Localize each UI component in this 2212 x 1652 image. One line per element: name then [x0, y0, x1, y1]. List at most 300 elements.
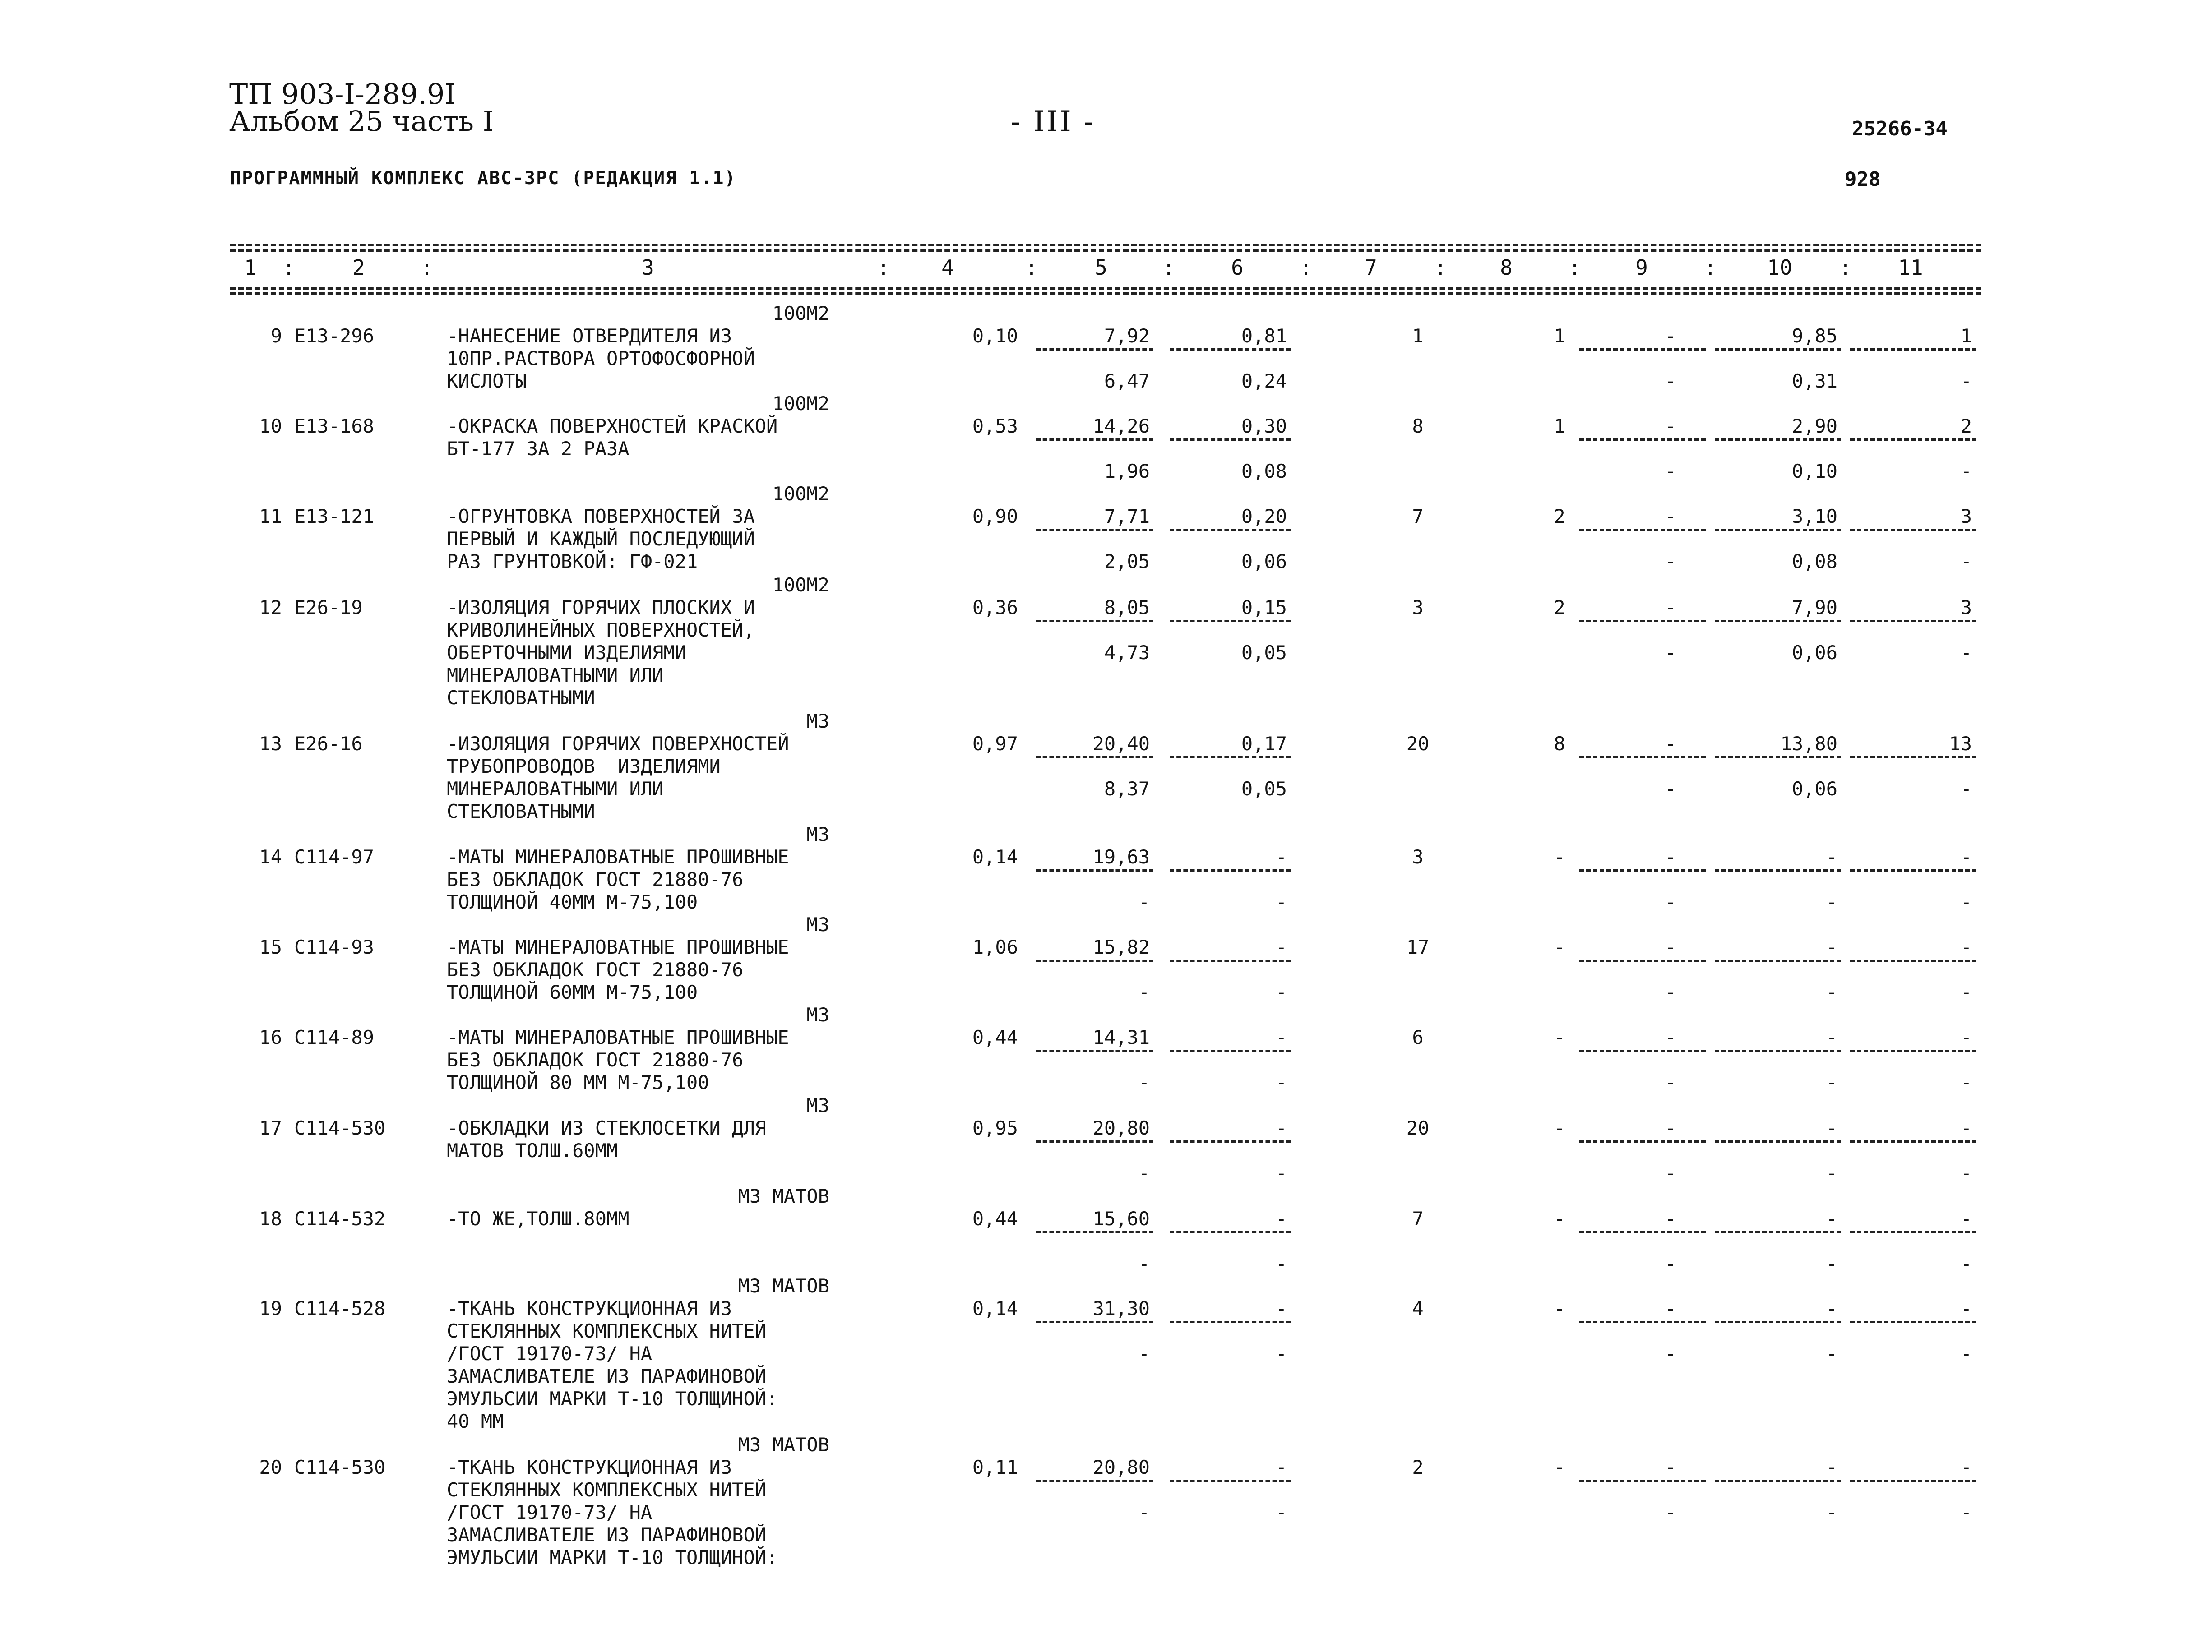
column-10-subvalue: - [1826, 981, 1837, 1003]
unit-of-measure: 100М2 [772, 302, 829, 324]
column-10-subvalue: 0,31 [1791, 370, 1837, 392]
wage-subvalue: - [1275, 1253, 1287, 1275]
item-code: С114-97 [294, 846, 375, 868]
column-11-value: - [1960, 1456, 1972, 1478]
unit-of-measure: 100М2 [772, 483, 829, 505]
quantity-value: 0,14 [972, 1297, 1018, 1320]
column-9-value: - [1665, 936, 1676, 958]
wage-value: - [1275, 1117, 1287, 1139]
column-number: 9 [1635, 255, 1648, 280]
item-description: /ГОСТ 19170-73/ НА [447, 1501, 652, 1523]
divider-dashes [1170, 1231, 1291, 1233]
item-description: РАЗ ГРУНТОВКОЙ: ГФ-021 [447, 550, 698, 572]
unit-of-measure: М3 [806, 1094, 829, 1117]
divider-dashes [1715, 960, 1841, 962]
column-8-value: 1 [1554, 325, 1565, 347]
column-10-subvalue: - [1826, 1253, 1837, 1275]
divider-dashes [1170, 438, 1291, 441]
unit-cost-subvalue: - [1138, 1071, 1150, 1094]
divider-dashes [1850, 1050, 1976, 1052]
divider-dashes [1170, 620, 1291, 622]
unit-of-measure: М3 [806, 914, 829, 936]
item-description: МИНЕРАЛОВАТНЫМИ ИЛИ [447, 664, 664, 686]
divider-dashes [1036, 869, 1153, 872]
column-7-value: 2 [1412, 1456, 1424, 1478]
divider-dashes [1579, 1321, 1706, 1323]
unit-cost-value: 7,92 [1104, 325, 1150, 347]
row-number: 12 [259, 596, 282, 618]
column-11-value: - [1960, 1297, 1972, 1320]
column-8-value: 8 [1554, 733, 1565, 755]
column-9-subvalue: - [1665, 370, 1676, 392]
column-8-value: - [1554, 1456, 1565, 1478]
column-11-subvalue: - [1960, 1501, 1972, 1523]
row-number: 20 [259, 1456, 282, 1478]
divider-dashes [1850, 348, 1976, 351]
unit-of-measure: М3 [806, 710, 829, 732]
item-description: ТРУБОПРОВОДОВ ИЗДЕЛИЯМИ [447, 755, 721, 777]
item-description: МАТОВ ТОЛШ.60ММ [447, 1140, 618, 1162]
column-separator: : [1162, 255, 1175, 280]
wage-value: - [1275, 936, 1287, 958]
unit-of-measure: М3 [806, 1004, 829, 1026]
column-7-value: 4 [1412, 1297, 1424, 1320]
column-11-subvalue: - [1960, 778, 1972, 800]
divider-dashes [1170, 869, 1291, 872]
row-number: 16 [259, 1026, 282, 1048]
column-11-value: 13 [1949, 733, 1972, 755]
wage-value: 0,20 [1241, 505, 1287, 527]
unit-of-measure: М3 [806, 823, 829, 845]
divider-dashes [1715, 1480, 1841, 1482]
divider-dashes [1850, 756, 1976, 758]
wage-value: 0,30 [1241, 415, 1287, 437]
column-11-subvalue: - [1960, 1343, 1972, 1365]
wage-subvalue: 0,08 [1241, 460, 1287, 482]
item-description: -НАНЕСЕНИЕ ОТВЕРДИТЕЛЯ ИЗ [447, 325, 732, 347]
column-10-value: 2,90 [1791, 415, 1837, 437]
divider-dashes [1036, 529, 1153, 531]
unit-cost-value: 8,05 [1104, 596, 1150, 618]
unit-of-measure: М3 МАТОВ [738, 1434, 829, 1456]
divider-dashes [1579, 960, 1706, 962]
unit-cost-value: 7,71 [1104, 505, 1150, 527]
item-description: МИНЕРАЛОВАТНЫМИ ИЛИ [447, 778, 664, 800]
unit-cost-subvalue: - [1138, 1343, 1150, 1365]
wage-value: 0,15 [1241, 596, 1287, 618]
column-8-value: 2 [1554, 505, 1565, 527]
item-description: -ОГРУНТОВКА ПОВЕРХНОСТЕЙ ЗА [447, 505, 755, 527]
divider-dashes [1850, 1140, 1976, 1143]
column-7-value: 3 [1412, 596, 1424, 618]
column-11-subvalue: - [1960, 370, 1972, 392]
item-code: Е26-19 [294, 596, 363, 618]
wage-value: - [1275, 1456, 1287, 1478]
column-separator: : [1704, 255, 1717, 280]
column-10-subvalue: - [1826, 891, 1837, 913]
item-code: С114-89 [294, 1026, 375, 1048]
column-7-value: 6 [1412, 1026, 1424, 1048]
unit-cost-value: 20,80 [1092, 1456, 1150, 1478]
column-7-value: 3 [1412, 846, 1424, 868]
unit-of-measure: 100М2 [772, 574, 829, 596]
quantity-value: 0,53 [972, 415, 1018, 437]
divider-dashes [1715, 1050, 1841, 1052]
column-9-subvalue: - [1665, 778, 1676, 800]
item-code: С114-93 [294, 936, 375, 958]
divider-dashes [1036, 756, 1153, 758]
column-9-value: - [1665, 1026, 1676, 1048]
unit-cost-subvalue: - [1138, 981, 1150, 1003]
column-8-value: - [1554, 1297, 1565, 1320]
item-description: ЭМУЛЬСИИ МАРКИ Т-10 ТОЛЩИНОЙ: [447, 1388, 778, 1410]
column-separator: : [282, 255, 295, 280]
column-10-subvalue: 0,10 [1791, 460, 1837, 482]
divider-dashes [1036, 960, 1153, 962]
unit-cost-subvalue: - [1138, 1162, 1150, 1184]
column-11-value: 3 [1960, 596, 1972, 618]
divider-dashes [1850, 1231, 1976, 1233]
item-description: ЗАМАСЛИВАТЕЛЕ ИЗ ПАРАФИНОВОЙ [447, 1524, 767, 1546]
wage-subvalue: - [1275, 981, 1287, 1003]
item-description: -ТКАНЬ КОНСТРУКЦИОННАЯ ИЗ [447, 1456, 732, 1478]
item-description: ОБЕРТОЧНЫМИ ИЗДЕЛИЯМИ [447, 641, 687, 664]
column-8-value: - [1554, 936, 1565, 958]
column-separator: : [421, 255, 433, 280]
quantity-value: 0,44 [972, 1208, 1018, 1230]
unit-cost-value: 15,60 [1092, 1208, 1150, 1230]
column-10-value: - [1826, 936, 1837, 958]
divider-dashes [1850, 620, 1976, 622]
divider-dashes [1036, 1140, 1153, 1143]
divider-dashes [1170, 960, 1291, 962]
column-9-subvalue: - [1665, 981, 1676, 1003]
column-10-value: 13,80 [1780, 733, 1837, 755]
wage-subvalue: 0,05 [1241, 641, 1287, 664]
unit-cost-value: 31,30 [1092, 1297, 1150, 1320]
divider-dashes [1715, 348, 1841, 351]
row-number: 18 [259, 1208, 282, 1230]
item-description: КИСЛОТЫ [447, 370, 527, 392]
column-separator: : [877, 255, 890, 280]
column-number: 5 [1095, 255, 1107, 280]
unit-of-measure: М3 МАТОВ [738, 1275, 829, 1297]
row-number: 11 [259, 505, 282, 527]
column-8-value: - [1554, 846, 1565, 868]
column-9-value: - [1665, 596, 1676, 618]
unit-cost-subvalue: - [1138, 891, 1150, 913]
divider-dashes [1170, 348, 1291, 351]
program-title: ПРОГРАММНЫЙ КОМПЛЕКС АВС-ЗРС (РЕДАКЦИЯ 1.1) [230, 168, 736, 189]
divider-dashes [1579, 438, 1706, 441]
unit-of-measure: 100М2 [772, 392, 829, 415]
column-10-subvalue: 0,06 [1791, 778, 1837, 800]
item-code: С114-530 [294, 1456, 386, 1478]
divider-dashes [1170, 1321, 1291, 1323]
unit-cost-value: 20,40 [1092, 733, 1150, 755]
column-11-value: - [1960, 1026, 1972, 1048]
divider-dashes [1170, 756, 1291, 758]
item-description: /ГОСТ 19170-73/ НА [447, 1343, 652, 1365]
divider-dashes [1715, 529, 1841, 531]
divider-dashes [1579, 1480, 1706, 1482]
wage-subvalue: - [1275, 1343, 1287, 1365]
column-11-value: - [1960, 1117, 1972, 1139]
divider-dashes [1036, 620, 1153, 622]
column-7-value: 1 [1412, 325, 1424, 347]
divider-dashes [1850, 1321, 1976, 1323]
row-number: 15 [259, 936, 282, 958]
unit-cost-subvalue: - [1138, 1253, 1150, 1275]
divider-dashes [1170, 1050, 1291, 1052]
column-separator: : [1434, 255, 1447, 280]
unit-cost-subvalue: 4,73 [1104, 641, 1150, 664]
item-code: Е26-16 [294, 733, 363, 755]
quantity-value: 0,11 [972, 1456, 1018, 1478]
column-11-value: 1 [1960, 325, 1972, 347]
column-number: 7 [1365, 255, 1377, 280]
wage-value: - [1275, 1026, 1287, 1048]
column-10-subvalue: - [1826, 1071, 1837, 1094]
divider-dashes [1579, 756, 1706, 758]
divider-dashes [1170, 1480, 1291, 1482]
column-9-subvalue: - [1665, 550, 1676, 572]
unit-cost-subvalue: 1,96 [1104, 460, 1150, 482]
unit-of-measure: М3 МАТОВ [738, 1185, 829, 1207]
item-description: -ИЗОЛЯЦИЯ ГОРЯЧИХ ПЛОСКИХ И [447, 596, 755, 618]
divider-dashes [1036, 1480, 1153, 1482]
divider-dashes [1850, 869, 1976, 872]
row-number: 19 [259, 1297, 282, 1320]
unit-cost-subvalue: - [1138, 1501, 1150, 1523]
column-10-value: 3,10 [1791, 505, 1837, 527]
wage-value: - [1275, 1297, 1287, 1320]
quantity-value: 0,97 [972, 733, 1018, 755]
column-separator: : [1025, 255, 1038, 280]
unit-cost-value: 14,26 [1092, 415, 1150, 437]
divider-dashes [1036, 348, 1153, 351]
divider-dashes [1170, 529, 1291, 531]
item-code: С114-530 [294, 1117, 386, 1139]
column-11-value: - [1960, 846, 1972, 868]
unit-cost-value: 20,80 [1092, 1117, 1150, 1139]
document-code: ТП 903-I-289.9I [229, 78, 456, 111]
column-9-value: - [1665, 846, 1676, 868]
item-description: 10ПР.РАСТВОРА ОРТОФОСФОРНОЙ [447, 347, 755, 369]
item-description: ТОЛЩИНОЙ 60ММ М-75,100 [447, 981, 698, 1003]
column-11-subvalue: - [1960, 460, 1972, 482]
quantity-value: 0,44 [972, 1026, 1018, 1048]
column-9-subvalue: - [1665, 1343, 1676, 1365]
row-number: 9 [270, 325, 282, 347]
item-description: 40 ММ [447, 1410, 504, 1432]
item-description: СТЕКЛЯННЫХ КОМПЛЕКСНЫХ НИТЕЙ [447, 1479, 767, 1501]
unit-cost-value: 14,31 [1092, 1026, 1150, 1048]
column-9-subvalue: - [1665, 1071, 1676, 1094]
item-description: -МАТЫ МИНЕРАЛОВАТНЫЕ ПРОШИВНЫЕ [447, 936, 789, 958]
item-code: С114-532 [294, 1208, 386, 1230]
quantity-value: 0,14 [972, 846, 1018, 868]
divider-dashes [1715, 756, 1841, 758]
column-separator: : [1569, 255, 1581, 280]
item-description: -ТКАНЬ КОНСТРУКЦИОННАЯ ИЗ [447, 1297, 732, 1320]
column-10-subvalue: - [1826, 1162, 1837, 1184]
row-number: 14 [259, 846, 282, 868]
item-code: Е13-121 [294, 505, 375, 527]
column-10-value: - [1826, 846, 1837, 868]
unit-cost-subvalue: 8,37 [1104, 778, 1150, 800]
column-11-subvalue: - [1960, 1071, 1972, 1094]
divider-dashes [1579, 1050, 1706, 1052]
column-9-value: - [1665, 1456, 1676, 1478]
column-11-subvalue: - [1960, 641, 1972, 664]
unit-cost-subvalue: 6,47 [1104, 370, 1150, 392]
column-11-subvalue: - [1960, 1253, 1972, 1275]
column-7-value: 7 [1412, 505, 1424, 527]
divider-dashes [1715, 869, 1841, 872]
item-description: ЭМУЛЬСИИ МАРКИ Т-10 ТОЛЩИНОЙ: [447, 1546, 778, 1569]
column-10-value: - [1826, 1297, 1837, 1320]
column-9-value: - [1665, 1208, 1676, 1230]
item-description: БЕЗ ОБКЛАДОК ГОСТ 21880-76 [447, 1049, 744, 1071]
divider-dashes [1579, 620, 1706, 622]
column-10-value: - [1826, 1117, 1837, 1139]
column-7-value: 8 [1412, 415, 1424, 437]
column-11-subvalue: - [1960, 891, 1972, 913]
item-description: ТОЛЩИНОЙ 80 ММ М-75,100 [447, 1071, 709, 1094]
row-number: 10 [259, 415, 282, 437]
document-number: 25266-34 [1852, 117, 1948, 140]
column-9-value: - [1665, 505, 1676, 527]
wage-subvalue: 0,24 [1241, 370, 1287, 392]
column-10-subvalue: 0,06 [1791, 641, 1837, 664]
divider-dashes [1715, 620, 1841, 622]
divider-dashes [1850, 529, 1976, 531]
divider-dashes [1715, 1231, 1841, 1233]
item-description: СТЕКЛОВАТНЫМИ [447, 687, 595, 709]
column-number: 1 [244, 255, 257, 280]
column-7-value: 17 [1406, 936, 1430, 958]
column-10-value: - [1826, 1456, 1837, 1478]
column-separator: : [1300, 255, 1312, 280]
divider-dashes [1036, 1231, 1153, 1233]
wage-subvalue: - [1275, 1071, 1287, 1094]
column-11-subvalue: - [1960, 981, 1972, 1003]
divider-dashes [1036, 1050, 1153, 1052]
quantity-value: 0,36 [972, 596, 1018, 618]
item-code: Е13-168 [294, 415, 375, 437]
unit-cost-value: 19,63 [1092, 846, 1150, 868]
column-10-subvalue: 0,08 [1791, 550, 1837, 572]
sheet-number: 928 [1845, 168, 1881, 191]
wage-subvalue: - [1275, 1162, 1287, 1184]
column-8-value: - [1554, 1026, 1565, 1048]
column-7-value: 7 [1412, 1208, 1424, 1230]
column-11-value: 2 [1960, 415, 1972, 437]
column-11-value: - [1960, 1208, 1972, 1230]
item-description: -ОБКЛАДКИ ИЗ СТЕКЛОСЕТКИ ДЛЯ [447, 1117, 767, 1139]
item-description: ПЕРВЫЙ И КАЖДЫЙ ПОСЛЕДУЮЩИЙ [447, 528, 755, 550]
item-description: -МАТЫ МИНЕРАЛОВАТНЫЕ ПРОШИВНЫЕ [447, 846, 789, 868]
wage-value: 0,81 [1241, 325, 1287, 347]
item-description: ТОЛЩИНОЙ 40ММ М-75,100 [447, 891, 698, 913]
column-10-value: - [1826, 1208, 1837, 1230]
column-9-value: - [1665, 1297, 1676, 1320]
divider-dashes [1850, 960, 1976, 962]
item-code: С114-528 [294, 1297, 386, 1320]
item-description: СТЕКЛЯННЫХ КОМПЛЕКСНЫХ НИТЕЙ [447, 1320, 767, 1342]
quantity-value: 0,10 [972, 325, 1018, 347]
column-7-value: 20 [1406, 733, 1430, 755]
column-9-value: - [1665, 415, 1676, 437]
divider-dashes [1036, 438, 1153, 441]
column-number: 8 [1500, 255, 1513, 280]
wage-value: 0,17 [1241, 733, 1287, 755]
divider-dashes [1036, 1321, 1153, 1323]
column-9-value: - [1665, 325, 1676, 347]
column-11-subvalue: - [1960, 1162, 1972, 1184]
quantity-value: 1,06 [972, 936, 1018, 958]
column-10-subvalue: - [1826, 1501, 1837, 1523]
wage-subvalue: 0,06 [1241, 550, 1287, 572]
item-description: КРИВОЛИНЕЙНЫХ ПОВЕРХНОСТЕЙ, [447, 619, 755, 641]
column-10-value: 7,90 [1791, 596, 1837, 618]
item-code: Е13-296 [294, 325, 375, 347]
divider-dashes [1579, 869, 1706, 872]
column-number: 6 [1231, 255, 1244, 280]
column-9-value: - [1665, 1117, 1676, 1139]
album-label: Альбом 25 часть I [229, 105, 494, 138]
column-number: 10 [1767, 255, 1792, 280]
divider-dashes [1579, 1231, 1706, 1233]
quantity-value: 0,90 [972, 505, 1018, 527]
item-description: -МАТЫ МИНЕРАЛОВАТНЫЕ ПРОШИВНЫЕ [447, 1026, 789, 1048]
item-description: ЗАМАСЛИВАТЕЛЕ ИЗ ПАРАФИНОВОЙ [447, 1365, 767, 1387]
wage-value: - [1275, 1208, 1287, 1230]
divider-dashes [1715, 1140, 1841, 1143]
column-9-subvalue: - [1665, 1253, 1676, 1275]
item-description: -ОКРАСКА ПОВЕРХНОСТЕЙ КРАСКОЙ [447, 415, 778, 437]
divider-dashes [1850, 1480, 1976, 1482]
item-description: СТЕКЛОВАТНЫМИ [447, 800, 595, 822]
item-description: -ТО ЖЕ,ТОЛШ.80ММ [447, 1208, 629, 1230]
item-description: БЕЗ ОБКЛАДОК ГОСТ 21880-76 [447, 959, 744, 981]
column-8-value: - [1554, 1117, 1565, 1139]
divider-dashes [1850, 438, 1976, 441]
column-number: 11 [1898, 255, 1923, 280]
unit-cost-value: 15,82 [1092, 936, 1150, 958]
wage-value: - [1275, 846, 1287, 868]
unit-cost-subvalue: 2,05 [1104, 550, 1150, 572]
item-description: БЕЗ ОБКЛАДОК ГОСТ 21880-76 [447, 868, 744, 891]
quantity-value: 0,95 [972, 1117, 1018, 1139]
column-11-subvalue: - [1960, 550, 1972, 572]
column-number: 3 [642, 255, 654, 280]
divider-dashes [1170, 1140, 1291, 1143]
column-10-value: 9,85 [1791, 325, 1837, 347]
column-9-value: - [1665, 733, 1676, 755]
column-8-value: 1 [1554, 415, 1565, 437]
divider-dashes [1579, 1140, 1706, 1143]
wage-subvalue: - [1275, 891, 1287, 913]
column-9-subvalue: - [1665, 641, 1676, 664]
column-10-subvalue: - [1826, 1343, 1837, 1365]
column-11-value: 3 [1960, 505, 1972, 527]
column-number: 2 [352, 255, 365, 280]
divider-dashes [1715, 438, 1841, 441]
column-number: 4 [941, 255, 954, 280]
wage-subvalue: 0,05 [1241, 778, 1287, 800]
